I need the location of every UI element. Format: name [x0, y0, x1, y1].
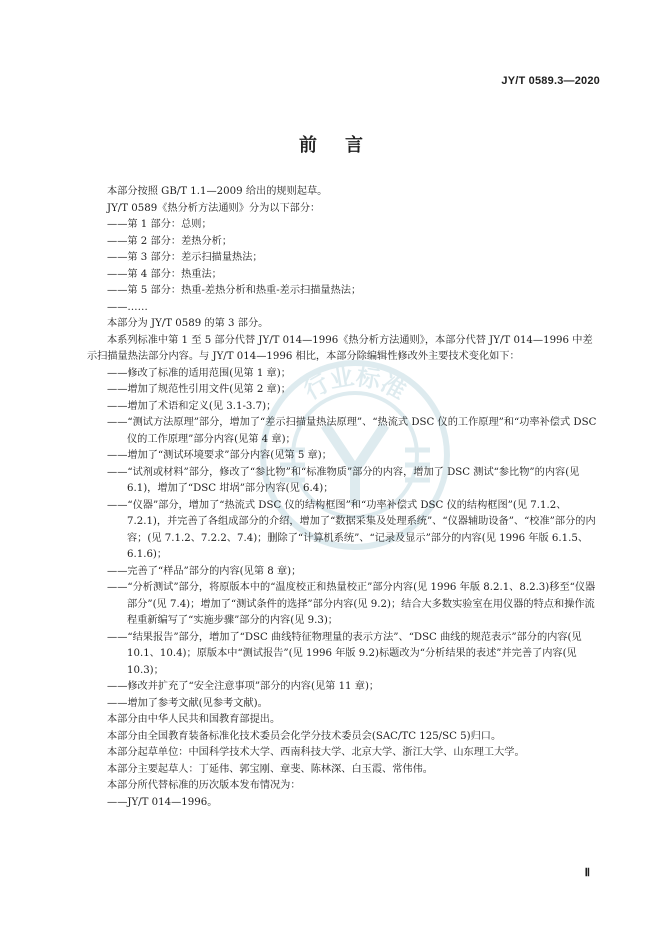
change-list-item: ——“结果报告”部分，增加了“DSC 曲线特征物理量的表示方法”、“DSC 曲线的规范表示”部分的内容(见 10.1、10.4)；原版本中“测试报告”(见 1996 年版 9.2)标题改为“分析结果的表述”并完善了内容(见 10.3)； — [107, 631, 582, 676]
part-list-item: ——第 3 部分：差示扫描量热法； — [107, 252, 263, 263]
change-list-item: ——“测试方法原理”部分，增加了“差示扫描量热法原理”、“热流式 DSC 仪的工作原理”和“功率补偿式 DSC 仪的工作原理”部分内容(见第 4 章)； — [107, 417, 597, 445]
change-list-item: ——增加了参考文献(见参考文献)。 — [107, 697, 268, 709]
page-number: Ⅱ — [584, 867, 590, 879]
paragraph: 本部分所代替标准的历次版本发布情况为： — [107, 780, 301, 791]
part-list-item: ——第 2 部分：差热分析； — [107, 235, 233, 247]
standard-code: JY/T 0589.3—2020 — [501, 75, 600, 87]
paragraph: 本部分起草单位：中国科学技术大学、西南科技大学、北京大学、浙江大学、山东理工大学。 — [107, 747, 525, 758]
change-list-item: ——“试剂或材料”部分，修改了“参比物”和“标准物质”部分的内容，增加了 DSC 测试“参比物”的内容(见 6.1)，增加了“DSC 坩埚”部分内容(见 6.4)； — [107, 466, 580, 494]
paragraph: 本部分按照 GB/T 1.1—2009 给出的规则起草。 — [107, 186, 328, 197]
foreword-body — [87, 184, 599, 811]
history-item: ——JY/T 014—1996。 — [107, 796, 218, 808]
change-list-item: ——“分析测试”部分，将原版本中的“温度校正和热量校正”部分内容(见 1996 年版 8.2.1、8.2.3)移至“仪器部分”(见 7.4)；增加了“测试条件的选择”部分内容(见 9.2)；结合大多数实验室在用仪器的特点和操作流程重新编写了“实施步骤”部分的内容(见 9.3)； — [107, 582, 596, 626]
paragraph: 本部分由中华人民共和国教育部提出。 — [107, 714, 281, 725]
change-list-item: ——修改了标准的适用范围(见第 1 章)； — [107, 367, 291, 379]
change-list-item: ——增加了术语和定义(见 3.1-3.7)； — [107, 400, 277, 412]
paragraph: 本部分由全国教育装备标准化技术委员会化学分技术委员会(SAC/TC 125/SC 5)归口。 — [107, 730, 502, 742]
change-list-item: ——增加了规范性引用文件(见第 2 章)； — [107, 384, 291, 395]
page-title-text: 前言 — [299, 135, 391, 156]
paragraph: 本系列标准中第 1 至 5 部分代替 JY/T 014—1996《热分析方法通则》，本部分代替 JY/T 014—1996 中差示扫描量热法部分内容。与 JY/T 014—1996 相比，本部分除编辑性修改外主要技术变化如下： — [87, 334, 593, 362]
part-list-item: ——第 1 部分：总则； — [107, 219, 212, 230]
part-list-item: ——第 4 部分：热重法； — [107, 268, 222, 280]
change-list-item: ——增加了“测试环境要求”部分内容(见第 5 章)； — [107, 450, 332, 461]
part-list-item: ——第 5 部分：热重-差热分析和热重-差示扫描量热法； — [107, 285, 362, 296]
watermark-text: 行业标准 — [299, 362, 411, 406]
change-list-item: ——完善了“样品”部分的内容(见第 8 章)； — [107, 565, 302, 577]
paragraph: 本部分为 JY/T 0589 的第 3 部分。 — [107, 318, 269, 329]
change-list-item: ——“仪器”部分，增加了“热流式 DSC 仪的结构框图”和“功率补偿式 DSC 仪的结构框图”(见 7.1.2、7.2.1)，并完善了各组成部分的介绍，增加了“数据采集及处理系统”、“仪器辅助设备”、“校准”部分的内容；(见 7.1.2、7.2.2、7.4)；删除了“计算机系统”、“记录及显示”部分的内容(见 1996 年版 6.1.5、6.1.6)； — [107, 499, 596, 560]
paragraph: 本部分主要起草人：丁延伟、郭宝刚、章斐、陈林深、白玉霞、常伟伟。 — [107, 763, 433, 775]
change-list-item: ——修改并扩充了“安全注意事项”部分的内容(见第 11 章)； — [107, 681, 380, 692]
page-title — [0, 131, 662, 157]
part-list-item: ——…… — [107, 301, 148, 313]
paragraph: JY/T 0589《热分析方法通则》分为以下部分： — [107, 202, 321, 214]
